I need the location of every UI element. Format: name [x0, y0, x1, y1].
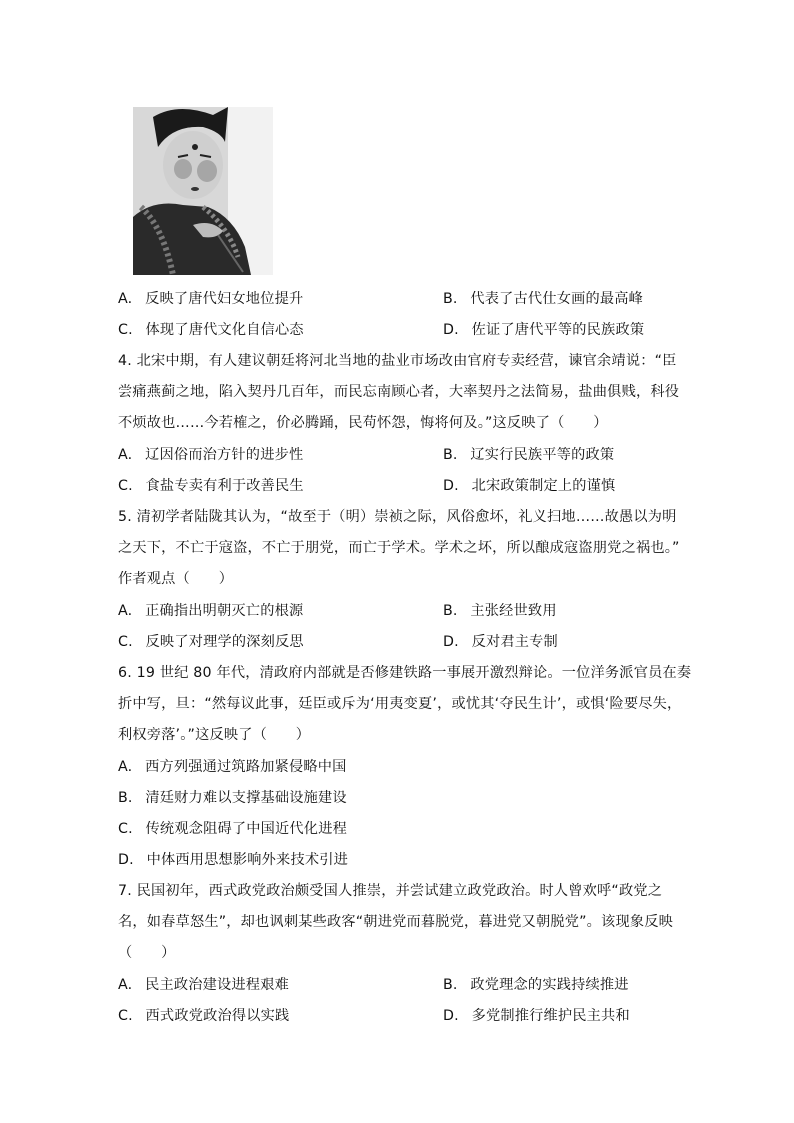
option-text: 反对君主专制 — [471, 634, 558, 650]
q5-option-c[interactable] — [118, 632, 304, 652]
q7-option-a[interactable] — [118, 975, 289, 995]
option-label: B. — [118, 790, 133, 806]
option-text: 辽实行民族平等的政策 — [470, 447, 615, 463]
option-label: D. — [443, 478, 459, 494]
option-label: C. — [118, 478, 133, 494]
q5-stem-line: 作者观点（ ） — [118, 571, 234, 587]
q5-option-b[interactable] — [443, 601, 557, 621]
option-label: D. — [443, 322, 459, 338]
option-text: 民主政治建设进程艰难 — [145, 977, 289, 993]
q7-option-c[interactable] — [118, 1006, 289, 1026]
option-text: 体现了唐代文化自信心态 — [145, 322, 304, 338]
q4-stem-line: 不烦故也……今若榷之，价必腾踊，民苟怀怨，悔将何及。”这反映了（ ） — [118, 415, 608, 431]
option-text: 辽因俗而治方针的进步性 — [145, 447, 304, 463]
option-label: D. — [443, 1008, 459, 1024]
option-label: B. — [443, 603, 458, 619]
q7-stem-line: 7. 民国初年，西式政党政治颇受国人推崇，并尝试建立政党政治。时人曾欢呼“政党之 — [118, 883, 663, 899]
option-text: 中体西用思想影响外来技术引进 — [146, 852, 348, 868]
tang-lady-portrait-image — [133, 107, 273, 275]
q4-stem-line: 尝痛燕蓟之地，陷入契丹几百年，而民忘南顾心者，大率契丹之法简易，盐曲俱贱，科役 — [118, 384, 680, 400]
option-text: 清廷财力难以支撑基础设施建设 — [145, 790, 347, 806]
q3-option-d[interactable] — [443, 320, 644, 340]
option-text: 食盐专卖有利于改善民生 — [145, 478, 304, 494]
option-label: A. — [118, 603, 133, 619]
q4-stem-line: 4. 北宋中期，有人建议朝廷将河北当地的盐业市场改由官府专卖经营，谏官余靖说：“臣 — [118, 353, 677, 369]
option-text: 传统观念阻碍了中国近代化进程 — [145, 821, 347, 837]
option-label: C. — [118, 634, 133, 650]
q5-option-d[interactable] — [443, 632, 558, 652]
q5-stem-line: 之天下，不亡于寇盗，不亡于朋党，而亡于学术。学术之坏，所以酿成寇盗朋党之祸也。” — [118, 540, 680, 556]
q4-option-d[interactable] — [443, 476, 615, 496]
q7-stem-line: （ ） — [118, 945, 176, 961]
option-label: D. — [118, 852, 134, 868]
q6-stem-line: 利权旁落’。”这反映了（ ） — [118, 727, 311, 743]
option-label: A. — [118, 447, 133, 463]
q3-option-b[interactable] — [443, 289, 643, 309]
option-text: 代表了古代仕女画的最高峰 — [470, 291, 644, 307]
q4-option-a[interactable] — [118, 445, 303, 465]
option-label: B. — [443, 291, 458, 307]
q7-option-b[interactable] — [443, 975, 629, 995]
q6-option-c[interactable] — [118, 819, 347, 839]
option-label: D. — [443, 634, 459, 650]
option-label: C. — [118, 1008, 133, 1024]
option-label: A. — [118, 759, 133, 775]
option-label: A. — [118, 291, 133, 307]
portrait-drawing — [133, 107, 273, 275]
option-text: 反映了对理学的深刻反思 — [145, 634, 304, 650]
q7-option-d[interactable] — [443, 1006, 630, 1026]
option-text: 反映了唐代妇女地位提升 — [145, 291, 304, 307]
q4-option-c[interactable] — [118, 476, 304, 496]
option-label: C. — [118, 821, 133, 837]
option-label: C. — [118, 322, 133, 338]
q6-option-b[interactable] — [118, 788, 347, 808]
option-text: 佐证了唐代平等的民族政策 — [471, 322, 645, 338]
option-text: 北宋政策制定上的谨慎 — [471, 478, 616, 494]
option-text: 主张经世致用 — [470, 603, 557, 619]
q6-option-d[interactable] — [118, 850, 348, 870]
q5-stem-line: 5. 清初学者陆陇其认为，“故至于（明）崇祯之际，风俗愈坏，礼义扫地……故愚以为明 — [118, 509, 677, 525]
option-text: 西方列强通过筑路加紧侵略中国 — [145, 759, 347, 775]
q7-stem-line: 名，如春草怒生”，却也讽刺某些政客“朝进党而暮脱党，暮进党又朝脱党”。该现象反映 — [118, 914, 673, 930]
q6-stem-line: 折中写，旦：“然每议此事，廷臣或斥为‘用夷变夏’，或忧其‘夺民生计’，或惧‘险要尽失， — [118, 696, 682, 712]
q3-option-a[interactable] — [118, 289, 303, 309]
q3-option-c[interactable] — [118, 320, 304, 340]
option-text: 政党理念的实践持续推进 — [470, 977, 629, 993]
q6-stem-line: 6. 19 世纪 80 年代，清政府内部就是否修建铁路一事展开激烈辩论。一位洋务派官员在奏 — [118, 665, 692, 681]
option-label: B. — [443, 977, 458, 993]
option-text: 西式政党政治得以实践 — [145, 1008, 290, 1024]
option-label: A. — [118, 977, 133, 993]
q6-option-a[interactable] — [118, 757, 347, 777]
option-text: 正确指出明朝灭亡的根源 — [145, 603, 304, 619]
q4-option-b[interactable] — [443, 445, 614, 465]
q5-option-a[interactable] — [118, 601, 303, 621]
option-label: B. — [443, 447, 458, 463]
option-text: 多党制推行维护民主共和 — [471, 1008, 630, 1024]
